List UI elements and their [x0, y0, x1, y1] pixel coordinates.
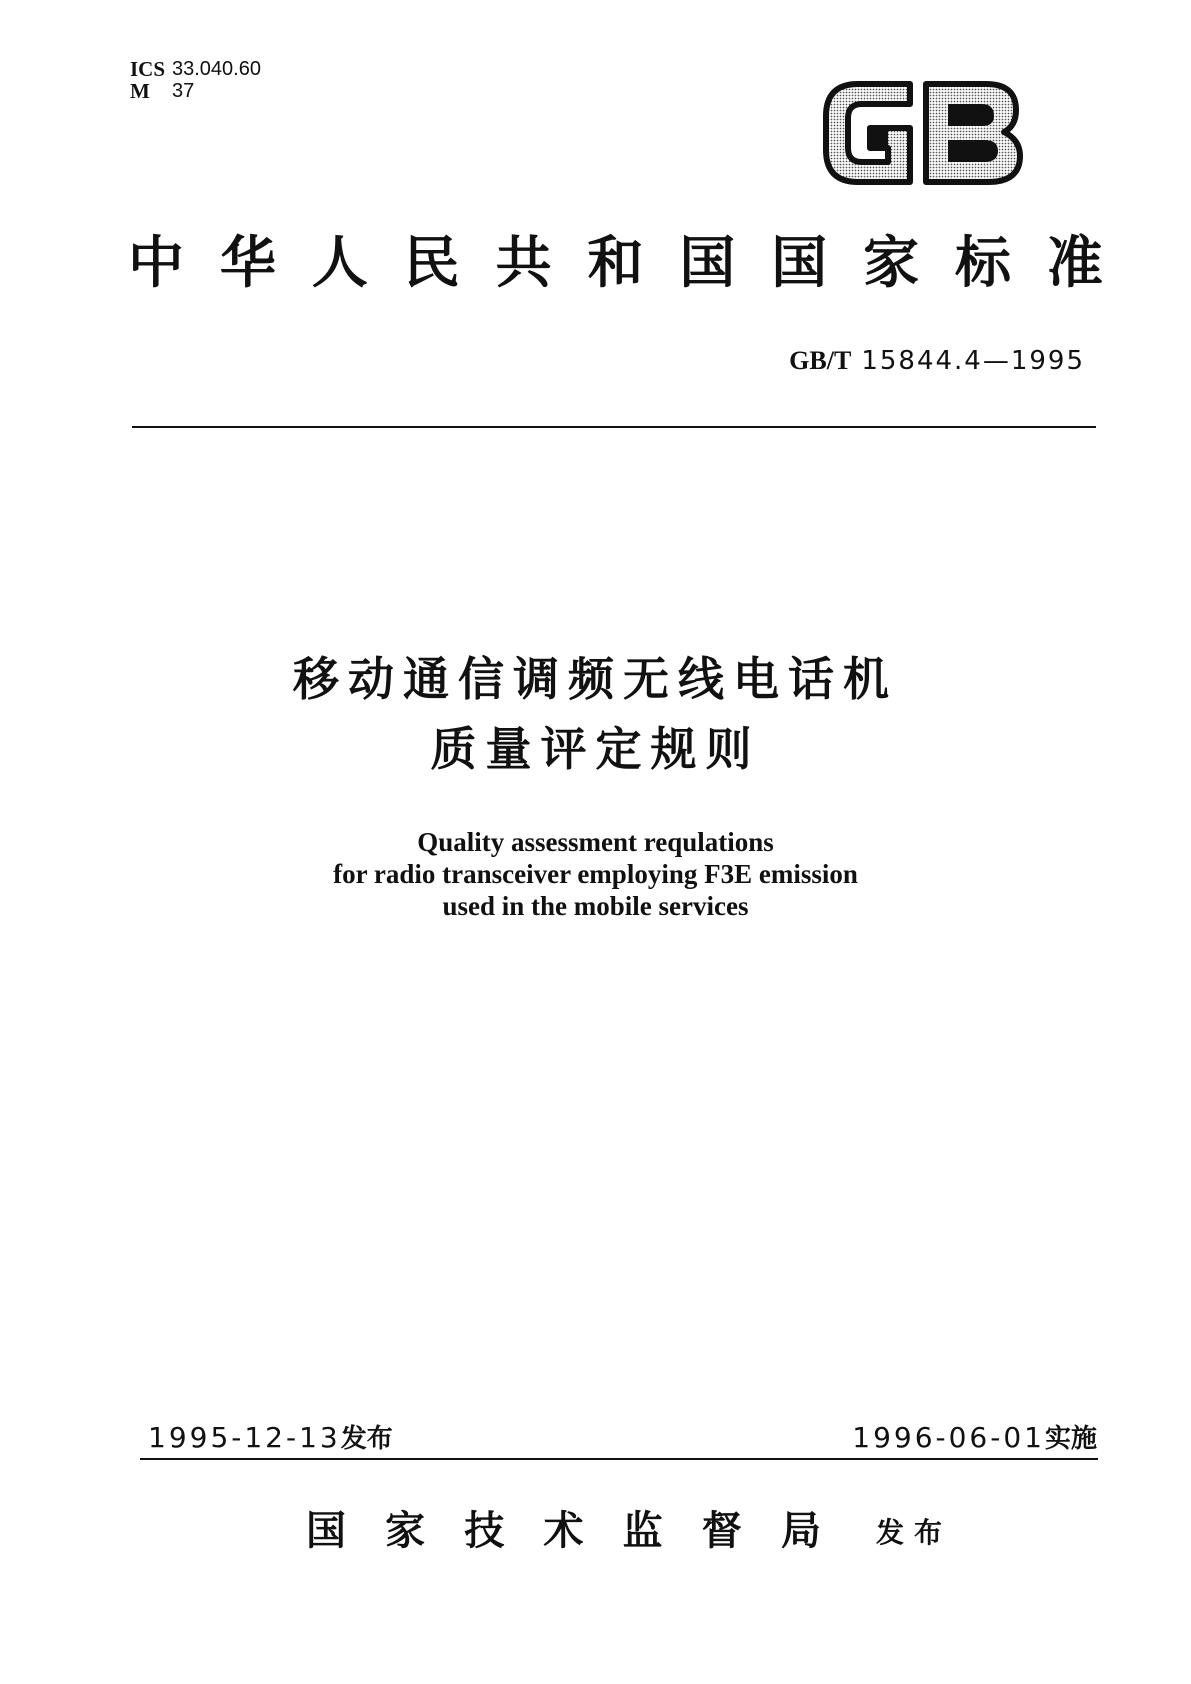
national-standard-heading-char: 中	[128, 231, 184, 296]
footer-divider	[140, 1458, 1098, 1460]
document-title-en-line2: for radio transceiver employing F3E emission	[333, 859, 858, 889]
ccs-label: M	[130, 79, 150, 103]
issue-date	[148, 1422, 393, 1455]
standard-prefix: GB/T	[789, 346, 852, 375]
publisher-name-char: 家	[385, 1508, 426, 1554]
publisher-name	[306, 1508, 821, 1554]
publish-label: 发布	[876, 1516, 953, 1549]
document-title-en-line1: Quality assessment requlations	[417, 827, 774, 857]
national-standard-heading-char: 人	[311, 231, 368, 296]
national-standard-heading-char: 华	[219, 231, 276, 296]
ccs-value: 37	[172, 80, 195, 102]
national-standard-heading-char: 准	[1046, 231, 1103, 296]
national-standard-heading-char: 国	[679, 231, 736, 296]
implementation-date	[852, 1422, 1097, 1455]
ics-label: ICS	[130, 57, 166, 81]
document-title-cn-line1: 移动通信调频无线电话机	[293, 652, 898, 706]
national-standard-heading	[128, 232, 1103, 296]
ics-row	[130, 58, 261, 80]
publisher-name-char: 督	[701, 1508, 742, 1554]
document-title-cn-line2: 质量评定规则	[430, 722, 761, 776]
document-title-en-line3: used in the mobile services	[442, 891, 749, 921]
ics-value: 33.040.60	[172, 58, 261, 80]
publisher-name-char: 技	[464, 1508, 505, 1554]
standard-code: 15844.4—1995	[861, 346, 1085, 376]
classification-codes	[130, 58, 261, 102]
national-standard-heading-char: 民	[403, 231, 460, 296]
issue-date-label: 发布	[340, 1424, 393, 1454]
national-standard-heading-char: 家	[863, 231, 920, 296]
standard-number	[789, 346, 1085, 376]
publisher-name-char: 监	[622, 1508, 663, 1554]
publisher-name-char: 局	[780, 1508, 821, 1554]
publisher-name-char: 术	[543, 1508, 584, 1554]
implementation-date-value: 1996-06-01	[852, 1421, 1045, 1454]
ccs-row	[130, 80, 261, 102]
publisher-name-char: 国	[306, 1508, 346, 1554]
gb-logo	[818, 76, 1028, 190]
national-standard-heading-char: 和	[587, 231, 644, 296]
national-standard-heading-char: 共	[495, 231, 552, 296]
implementation-date-label: 实施	[1044, 1424, 1097, 1454]
document-title-en	[0, 826, 1191, 922]
national-standard-heading-char: 标	[955, 231, 1012, 296]
header-divider	[132, 426, 1096, 428]
national-standard-heading-char: 国	[771, 231, 828, 296]
issue-date-value: 1995-12-13	[148, 1421, 341, 1454]
